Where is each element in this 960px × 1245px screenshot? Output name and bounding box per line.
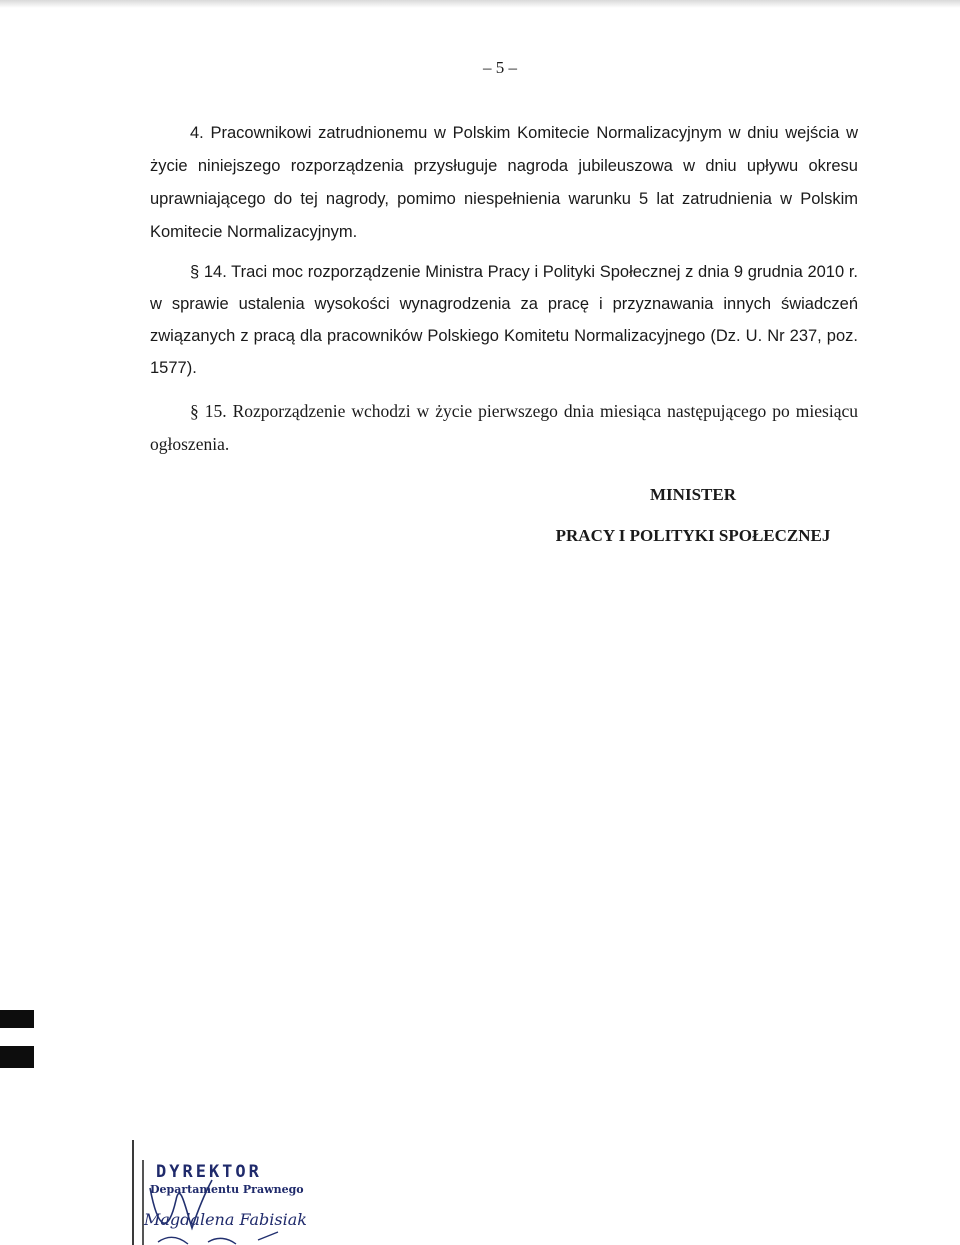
paragraph-text: 4. Pracownikowi zatrudnionemu w Polskim Komitecie Normalizacyjnym w dniu wejścia w życie niniejszego rozporządzenia przysługuje nagroda jubileuszowa w dniu upływu okresu uprawniającego do tej nagrody, pomimo niespełnienia warunku 5 lat zatrudnienia w Polskim Komitecie Normalizacyjnym. bbox=[150, 124, 858, 241]
signature-title-ministry: PRACY I POLITYKI SPOŁECZNEJ bbox=[555, 526, 831, 545]
scan-margin-mark bbox=[0, 1046, 34, 1068]
paragraph-15 bbox=[150, 395, 858, 461]
handwritten-signature bbox=[128, 1140, 308, 1245]
stamp-name: Magdalena Fabisiak bbox=[144, 1210, 307, 1229]
paragraph-14 bbox=[150, 256, 858, 384]
paragraph-text: § 14. Traci moc rozporządzenie Ministra Pracy i Polityki Społecznej z dnia 9 grudnia 2010 r. w sprawie ustalenia wysokości wynagrodzenia za pracę i przyznawania innych świadczeń związanych z pracą dla pracowników Polskiego Komitetu Normalizacyjnego (Dz. U. Nr 237, poz. 1577). bbox=[150, 263, 858, 377]
scan-margin-mark bbox=[0, 1010, 34, 1028]
stamp-title: DYREKTOR bbox=[156, 1162, 262, 1182]
paragraph-text: § 15. Rozporządzenie wchodzi w życie pierwszego dnia miesiąca następującego po miesiącu ogłoszenia. bbox=[150, 401, 858, 454]
official-stamp bbox=[128, 1140, 308, 1245]
scan-edge-shadow bbox=[0, 0, 960, 8]
signature-title-minister: MINISTER bbox=[650, 485, 736, 504]
page-number: – 5 – bbox=[483, 58, 517, 77]
stamp-department: Departamentu Prawnego bbox=[150, 1183, 304, 1196]
paragraph-4 bbox=[150, 117, 858, 249]
